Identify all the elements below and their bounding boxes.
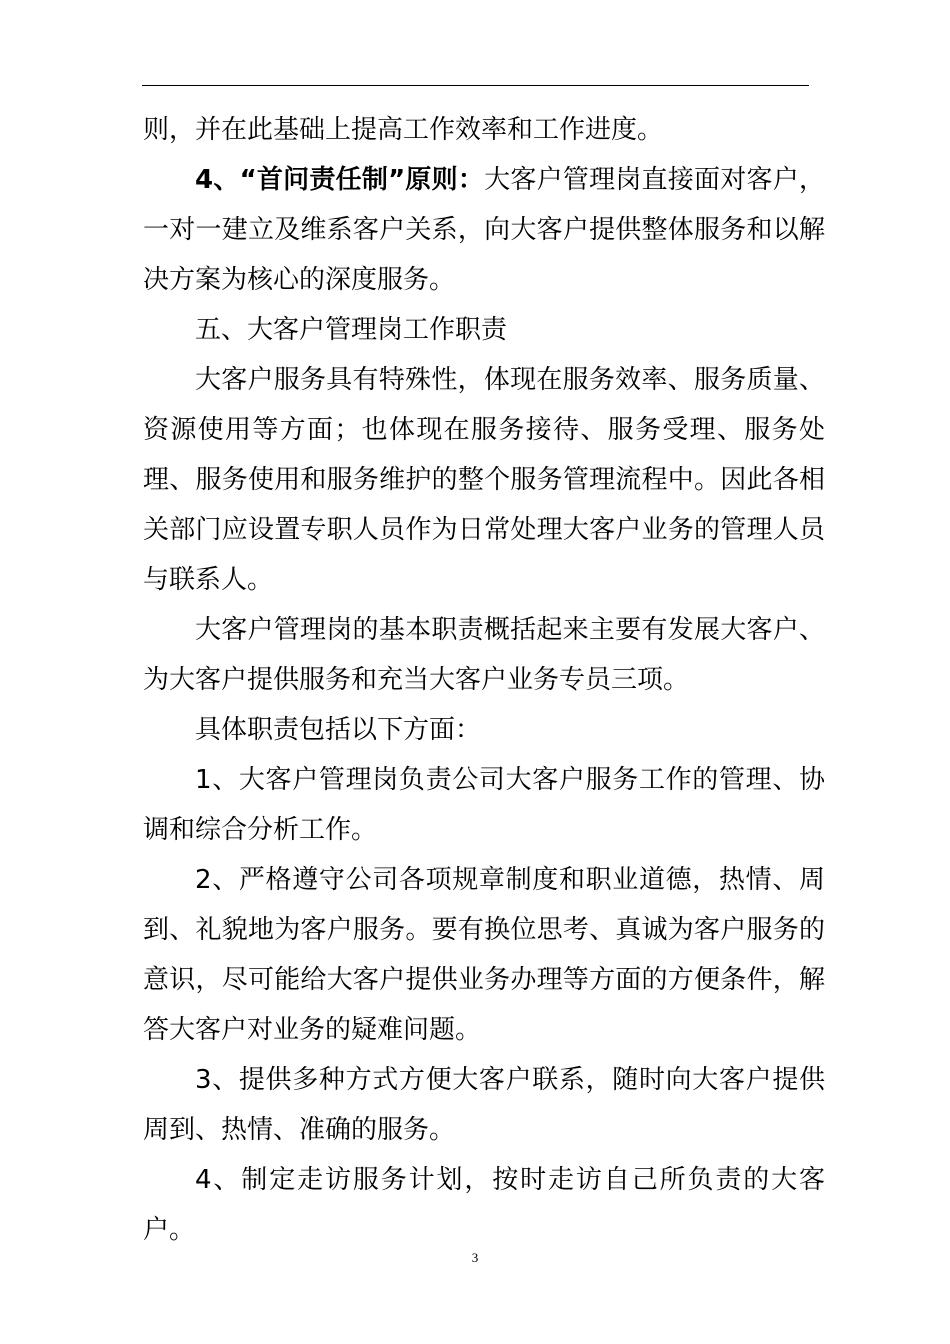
paragraph-continuation: 则，并在此基础上提高工作效率和工作进度。	[143, 115, 664, 145]
document-body	[143, 105, 825, 1255]
duty-item-3: 3、提供多种方式方便大客户联系，随时向大客户提供周到、热情、准确的服务。	[143, 1065, 825, 1145]
section-heading-duties: 五、大客户管理岗工作职责	[195, 315, 508, 345]
page-number: 3	[471, 1250, 479, 1265]
duty-item-4: 4、制定走访服务计划，按时走访自己所负责的大客户。	[143, 1165, 825, 1245]
header-rule	[142, 85, 809, 86]
paragraph-service-particularity: 大客户服务具有特殊性，体现在服务效率、服务质量、资源使用等方面；也体现在服务接待、服务受理、服务处理、服务使用和服务维护的整个服务管理流程中。因此各相关部门应设置专职人员作为日常处理大客户业务的管理人员与联系人。	[143, 365, 825, 595]
duty-item-2: 2、严格遵守公司各项规章制度和职业道德，热情、周到、礼貌地为客户服务。要有换位思考、真诚为客户服务的意识，尽可能给大客户提供业务办理等方面的方便条件，解答大客户对业务的疑难问题。	[143, 865, 825, 1045]
duty-item-1: 1、大客户管理岗负责公司大客户服务工作的管理、协调和综合分析工作。	[143, 765, 825, 845]
paragraph-principle-4	[143, 155, 825, 305]
principle-4-heading: 4、“首问责任制”原则：	[195, 165, 485, 195]
principle-4-body: 大客户管理岗直接面对客户，一对一建立及维系客户关系，向大客户提供整体服务和以解决方案为核心的深度服务。	[143, 165, 825, 295]
paragraph-basic-duties: 大客户管理岗的基本职责概括起来主要有发展大客户、为大客户提供服务和充当大客户业务专员三项。	[143, 615, 825, 695]
paragraph-specific-duties-intro: 具体职责包括以下方面：	[195, 715, 482, 745]
